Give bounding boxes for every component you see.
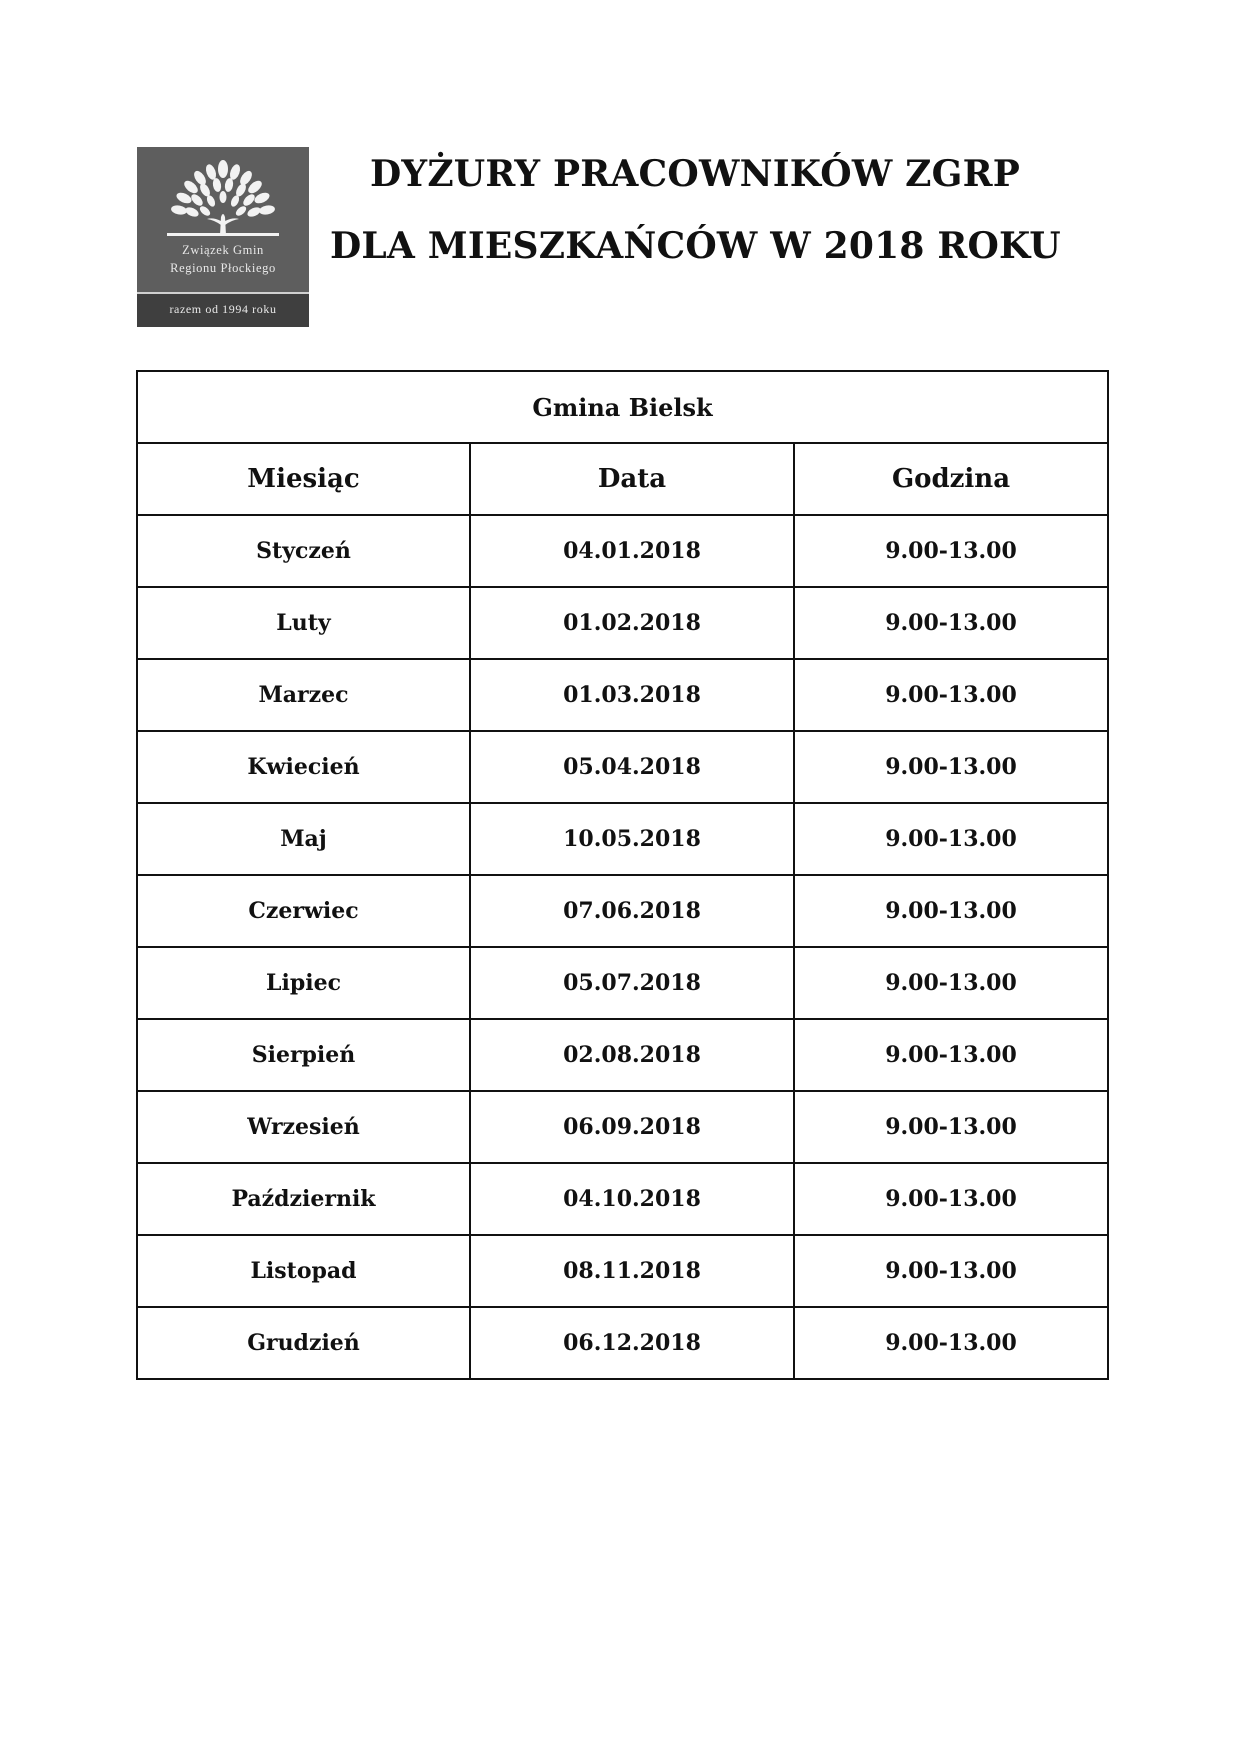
table-row (137, 515, 1108, 587)
cell-month: Sierpień (137, 1019, 470, 1091)
cell-month: Styczeń (137, 515, 470, 587)
cell-hours: 9.00-13.00 (794, 731, 1108, 803)
table-header-row (137, 443, 1108, 515)
cell-month: Maj (137, 803, 470, 875)
cell-month: Listopad (137, 1235, 470, 1307)
column-header-month: Miesiąc (137, 443, 470, 515)
cell-month: Czerwiec (137, 875, 470, 947)
table-row (137, 587, 1108, 659)
cell-month: Kwiecień (137, 731, 470, 803)
cell-date: 06.12.2018 (470, 1307, 794, 1379)
cell-month: Wrzesień (137, 1091, 470, 1163)
cell-hours: 9.00-13.00 (794, 875, 1108, 947)
cell-month: Październik (137, 1163, 470, 1235)
cell-hours: 9.00-13.00 (794, 1235, 1108, 1307)
cell-date: 08.11.2018 (470, 1235, 794, 1307)
page-title-line2: DLA MIESZKAŃCÓW W 2018 ROKU (330, 225, 1061, 267)
page-title-line1: DYŻURY PRACOWNIKÓW ZGRP (370, 153, 1020, 195)
table-row (137, 731, 1108, 803)
cell-date: 10.05.2018 (470, 803, 794, 875)
table-row (137, 1235, 1108, 1307)
table-row (137, 803, 1108, 875)
cell-date: 01.02.2018 (470, 587, 794, 659)
table-row (137, 1091, 1108, 1163)
table-row (137, 659, 1108, 731)
duty-schedule-table (136, 370, 1109, 1380)
cell-hours: 9.00-13.00 (794, 515, 1108, 587)
column-header-hours: Godzina (794, 443, 1108, 515)
cell-hours: 9.00-13.00 (794, 803, 1108, 875)
cell-date: 05.04.2018 (470, 731, 794, 803)
table-caption-row (137, 371, 1108, 443)
cell-hours: 9.00-13.00 (794, 1163, 1108, 1235)
table-caption: Gmina Bielsk (137, 371, 1108, 443)
logo-text-line3: razem od 1994 roku (169, 302, 277, 316)
cell-date: 04.01.2018 (470, 515, 794, 587)
cell-date: 02.08.2018 (470, 1019, 794, 1091)
table-row (137, 875, 1108, 947)
cell-month: Lipiec (137, 947, 470, 1019)
cell-month: Luty (137, 587, 470, 659)
logo-text-line2: Regionu Płockiego (170, 261, 276, 275)
cell-date: 06.09.2018 (470, 1091, 794, 1163)
table-row (137, 1163, 1108, 1235)
tree-icon (137, 147, 309, 243)
table-row (137, 1307, 1108, 1379)
cell-hours: 9.00-13.00 (794, 1091, 1108, 1163)
cell-date: 07.06.2018 (470, 875, 794, 947)
column-header-date: Data (470, 443, 794, 515)
cell-date: 05.07.2018 (470, 947, 794, 1019)
table-row (137, 947, 1108, 1019)
cell-month: Grudzień (137, 1307, 470, 1379)
cell-hours: 9.00-13.00 (794, 587, 1108, 659)
organization-logo (137, 147, 309, 327)
cell-month: Marzec (137, 659, 470, 731)
cell-hours: 9.00-13.00 (794, 1019, 1108, 1091)
logo-text-line1: Związek Gmin (182, 243, 264, 257)
cell-date: 01.03.2018 (470, 659, 794, 731)
cell-hours: 9.00-13.00 (794, 659, 1108, 731)
cell-date: 04.10.2018 (470, 1163, 794, 1235)
cell-hours: 9.00-13.00 (794, 1307, 1108, 1379)
cell-hours: 9.00-13.00 (794, 947, 1108, 1019)
table-row (137, 1019, 1108, 1091)
